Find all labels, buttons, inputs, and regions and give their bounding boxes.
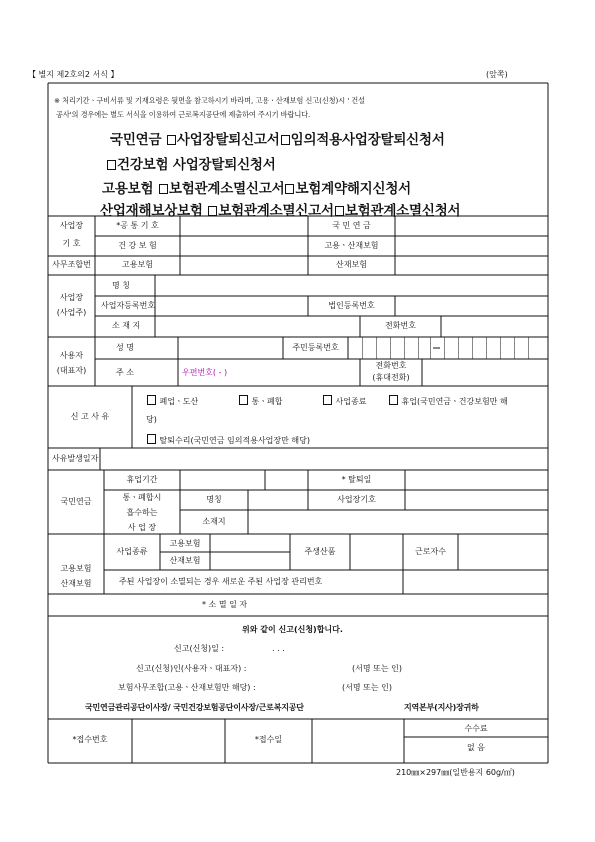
absorb-symbol-label: 사업장기호	[337, 495, 376, 504]
paper-spec: 210㎜×297㎜(일반용지 60g/㎡)	[396, 768, 515, 777]
title-ind-extinction: 보험관계소멸신고서	[218, 203, 334, 219]
absorb-address-label: 소재지	[202, 517, 226, 526]
absorb-label-3: 사 업 장	[127, 523, 157, 532]
title-industrial: 산업재해보상보험	[100, 203, 203, 219]
pension-label: 국민연금	[60, 497, 92, 506]
employer-phone-label-1: 전화번호	[375, 361, 407, 370]
biz-info-label-1: 사업장	[59, 293, 84, 302]
main-product-field[interactable]	[351, 535, 402, 569]
branch: 지역본부(지사)장귀하	[404, 703, 479, 712]
resident-no-field[interactable]	[349, 338, 547, 358]
reason-closure[interactable]	[146, 395, 198, 406]
health-insurance-label: 건 강 보 험	[118, 241, 157, 250]
title-ind-application: 보험관계소멸신청서	[344, 203, 461, 219]
checkbox-merger[interactable]	[239, 395, 248, 405]
corp-no-label: 법인등록번호	[328, 301, 375, 310]
employment-insurance-label: 고용보험	[122, 260, 153, 269]
postal-code-field[interactable]: 우편번호( - )	[182, 368, 228, 377]
biz-symbol-label-1: 사업장	[59, 221, 84, 230]
checkbox-closure[interactable]	[147, 395, 156, 405]
title-health-withdrawal: 건강보험 사업장탈퇴신청서	[117, 157, 276, 173]
employment-industrial-field[interactable]	[396, 237, 547, 255]
employer-name-label: 성 명	[116, 343, 134, 352]
health-insurance-field[interactable]	[181, 237, 307, 255]
reason-merger[interactable]	[238, 395, 282, 406]
biz-name-label: 명 칭	[112, 281, 130, 290]
title-pension: 국민연금	[110, 132, 162, 148]
biz-info-label-2: (사업주)	[56, 308, 87, 317]
union-number-label: 사무조합번	[52, 260, 91, 269]
absorb-name-field[interactable]	[249, 491, 307, 509]
biz-reg-no-label: 사업자등록번호	[101, 301, 156, 310]
absorb-label-2: 흡수하는	[126, 508, 158, 517]
suspend-period-label: 휴업기간	[126, 475, 158, 484]
biz-type-emp-field[interactable]	[211, 535, 289, 551]
common-code-label: *공 통 기 호	[116, 221, 159, 230]
title-emp-termination: 보험계약해지신청서	[295, 181, 412, 197]
reason-label: 신 고 사 유	[70, 412, 110, 421]
biz-type-emp-label: 고용보험	[169, 539, 201, 548]
employment-label-1: 고용보험	[60, 564, 92, 573]
receipt-date-label: *접수일	[254, 735, 283, 744]
biz-name-field[interactable]	[156, 276, 547, 295]
common-code-field[interactable]	[181, 217, 307, 235]
agency-label: 보험사무조합(고용ㆍ산재보험만 해당) :	[118, 683, 256, 692]
agency-sign[interactable]: (서명 또는 인)	[342, 683, 392, 692]
checkbox-end[interactable]	[323, 395, 332, 405]
receipt-no-label: *접수번호	[72, 735, 108, 744]
employer-phone-label-2: (휴대전화)	[372, 373, 410, 382]
resident-no-label: 주민등록번호	[292, 343, 339, 352]
reason-suspend-text: 휴업(국민연금ㆍ건강보험만 해	[401, 397, 508, 406]
withdraw-date-field[interactable]	[406, 471, 547, 489]
employer-phone-field[interactable]	[423, 360, 547, 385]
absorb-symbol-field[interactable]	[406, 491, 547, 509]
suspend-period-field[interactable]	[181, 471, 264, 489]
title-emp-extinction: 보험관계소멸신고서	[168, 181, 285, 197]
workers-label: 근로자수	[415, 547, 446, 556]
industrial-insurance-label: 산재보험	[336, 260, 367, 269]
employer-label-2: (대표자)	[56, 366, 87, 375]
reason-date-label: 사유발생일자	[52, 454, 99, 463]
reason-suspend[interactable]	[388, 395, 508, 406]
applicant-label: 신고(신청)인(사용자ㆍ대표자) :	[136, 664, 247, 673]
title-workplace-withdrawal: 사업장탈퇴신고서	[176, 132, 280, 148]
biz-type-label: 사업종류	[116, 547, 148, 556]
extinction-date-label: * 소 멸 일 자	[202, 600, 248, 609]
biz-type-ind-field[interactable]	[211, 553, 289, 569]
corp-no-field[interactable]	[396, 297, 547, 315]
biz-address-label: 소 재 지	[112, 321, 141, 330]
receipt-date-field[interactable]	[313, 720, 403, 762]
national-pension-field[interactable]	[396, 217, 547, 235]
industrial-insurance-field[interactable]	[396, 257, 547, 274]
employment-label-2: 산재보험	[60, 579, 92, 588]
reason-suspend-cont: 당)	[146, 415, 157, 424]
employment-industrial-label: 고용ㆍ산재보험	[324, 241, 379, 250]
reason-withdraw-text: 탈퇴수리(국민연금 임의적용사업장만 해당)	[159, 436, 310, 445]
applicant-sign[interactable]: (서명 또는 인)	[352, 664, 402, 673]
national-pension-label: 국 민 연 금	[332, 221, 371, 230]
notice-line-1: ※ 처리기간ㆍ구비서류 및 기재요령은 뒷면을 참고하시기 바라며, 고용ㆍ산재보험 신고(신청)시 ' 건설	[54, 96, 365, 105]
fee-value: 없 음	[467, 743, 485, 752]
declaration-statement: 위와 같이 신고(신청)합니다.	[242, 625, 343, 634]
biz-type-ind-label: 산재보험	[169, 556, 201, 565]
reason-merger-text: 통ㆍ폐합	[251, 397, 283, 406]
biz-address-field[interactable]	[156, 317, 359, 336]
absorb-name-label: 명칭	[206, 495, 222, 504]
reason-end[interactable]	[322, 395, 366, 406]
reason-end-text: 사업종료	[335, 397, 367, 406]
employment-insurance-field[interactable]	[181, 257, 307, 274]
biz-symbol-label-2: 기 호	[62, 239, 81, 248]
reason-date-field[interactable]	[101, 449, 547, 469]
absorb-address-field[interactable]	[249, 511, 547, 533]
checkbox-suspend[interactable]	[389, 395, 398, 405]
declaration-date-marks[interactable]: . . .	[272, 644, 285, 653]
receipt-no-field[interactable]	[133, 720, 224, 762]
reason-closure-text: 폐업ㆍ도산	[159, 397, 199, 406]
employer-address-label: 주 소	[116, 368, 134, 377]
biz-phone-field[interactable]	[442, 317, 547, 336]
reason-withdraw[interactable]	[146, 434, 310, 445]
workers-field[interactable]	[459, 535, 547, 569]
title-employment: 고용보험	[102, 181, 154, 197]
notice-line-2: 공사'의 경우에는 별도 서식을 이용하여 근로복지공단에 제출하여 주시기 바랍니다.	[56, 110, 311, 119]
addressee: 국민연금관리공단이사장/ 국민건강보험공단이사장/근로복지공단	[85, 703, 304, 712]
main-biz-label: 주된 사업장이 소멸되는 경우 새로운 주된 사업장 관리번호	[119, 577, 323, 586]
title-voluntary-withdrawal: 임의적용사업장탈퇴신청서	[290, 132, 445, 148]
employer-label-1: 사용자	[59, 351, 84, 360]
form-id: 【 별지 제2호의2 서식 】	[28, 70, 119, 79]
biz-phone-label: 전화번호	[385, 321, 416, 330]
absorb-label-1: 통ㆍ폐합시	[122, 493, 162, 502]
main-product-label: 주생산품	[304, 547, 336, 556]
biz-reg-no-field[interactable]	[156, 297, 307, 315]
withdraw-date-label: * 탈퇴일	[341, 475, 372, 484]
checkbox-withdraw[interactable]	[147, 434, 156, 444]
main-biz-field[interactable]	[404, 571, 547, 593]
declaration-date-label: 신고(신청)일 :	[174, 644, 225, 653]
page-side: (앞쪽)	[486, 70, 508, 79]
fee-label: 수수료	[464, 724, 488, 733]
employer-name-field[interactable]	[179, 338, 282, 358]
